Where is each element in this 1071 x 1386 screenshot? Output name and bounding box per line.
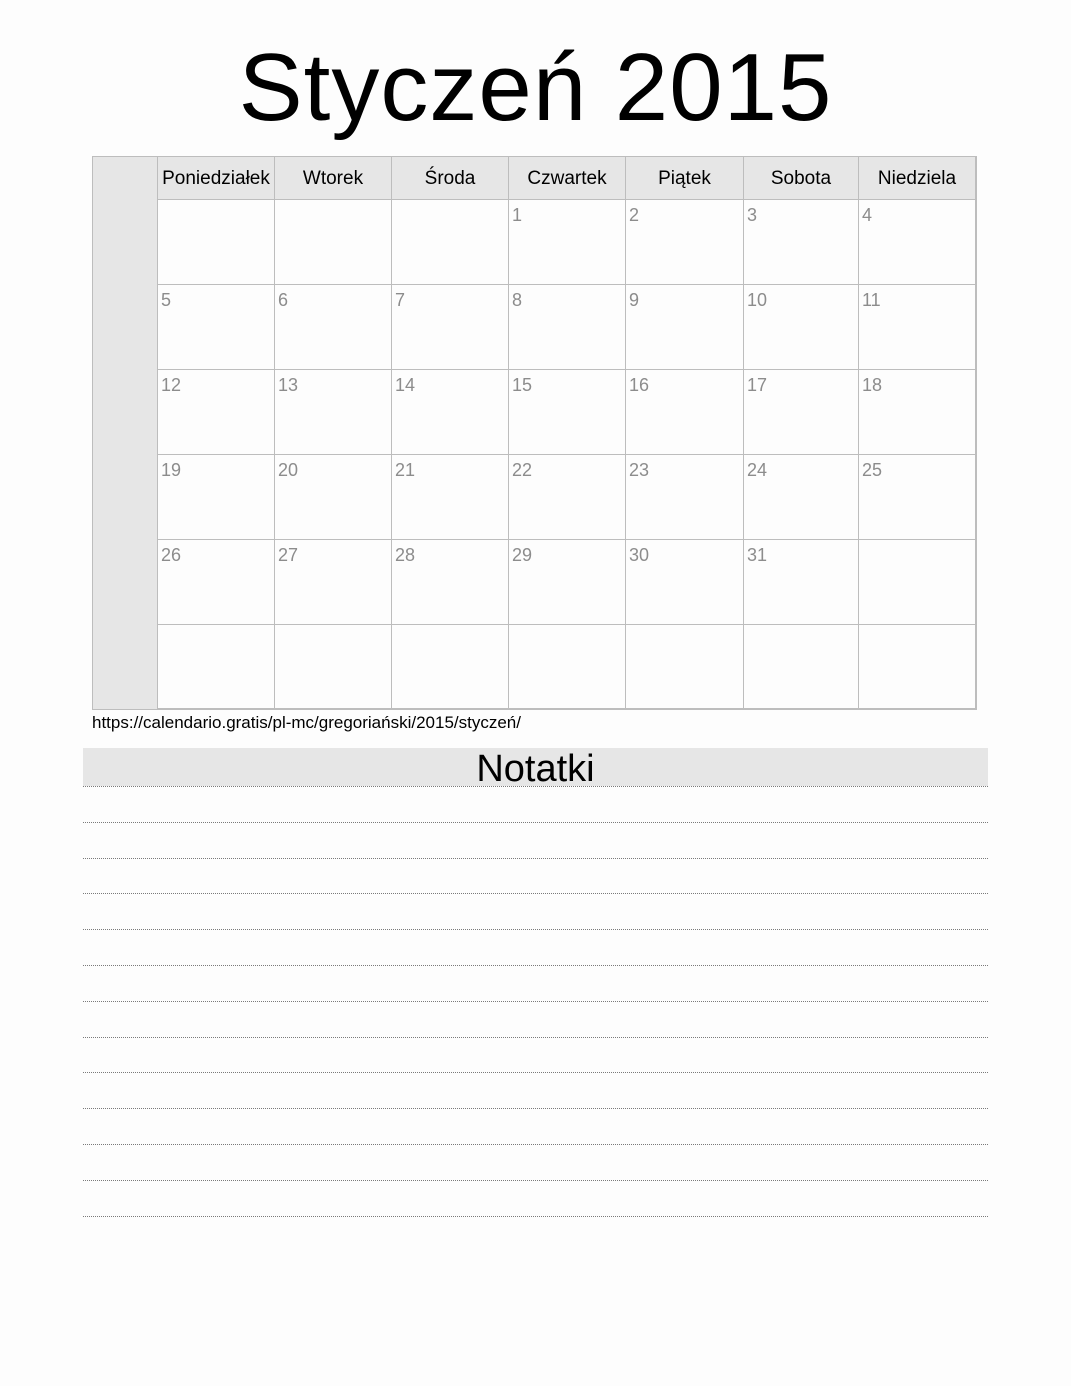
day-cell xyxy=(626,200,744,285)
note-line xyxy=(83,786,988,787)
day-number: 8 xyxy=(512,290,523,310)
day-number: 29 xyxy=(512,545,533,565)
day-number: 23 xyxy=(629,460,650,480)
day-cell xyxy=(275,455,392,540)
day-cell xyxy=(275,370,392,455)
note-line xyxy=(83,965,988,966)
day-cell xyxy=(859,625,976,709)
day-number: 11 xyxy=(862,290,881,310)
day-cell xyxy=(158,455,275,540)
weekday-header: Sobota xyxy=(744,157,859,200)
day-cell xyxy=(158,370,275,455)
day-cell xyxy=(859,455,976,540)
day-number: 17 xyxy=(747,375,768,395)
note-line xyxy=(83,893,988,894)
day-number: 14 xyxy=(395,375,416,395)
note-line xyxy=(83,858,988,859)
note-line xyxy=(83,1037,988,1038)
day-number: 30 xyxy=(629,545,650,565)
day-cell xyxy=(859,285,976,370)
day-cell xyxy=(509,540,626,625)
day-number: 25 xyxy=(862,460,883,480)
weekday-header: Poniedziałek xyxy=(158,157,275,200)
day-cell xyxy=(509,455,626,540)
day-number: 15 xyxy=(512,375,533,395)
day-number: 26 xyxy=(161,545,182,565)
day-cell xyxy=(859,540,976,625)
day-cell xyxy=(158,625,275,709)
weekday-header: Wtorek xyxy=(275,157,392,200)
day-cell xyxy=(509,285,626,370)
week-number-column xyxy=(93,157,158,709)
day-cell xyxy=(626,285,744,370)
day-number: 20 xyxy=(278,460,299,480)
day-number: 10 xyxy=(747,290,768,310)
day-number: 5 xyxy=(161,290,172,310)
day-cell xyxy=(744,370,859,455)
note-line xyxy=(83,1180,988,1181)
day-cell xyxy=(392,455,509,540)
day-cell xyxy=(744,455,859,540)
day-cell xyxy=(275,200,392,285)
month-calendar-grid xyxy=(92,156,977,710)
day-cell xyxy=(744,540,859,625)
note-line xyxy=(83,1108,988,1109)
day-cell xyxy=(744,285,859,370)
day-cell xyxy=(626,455,744,540)
source-url: https://calendario.gratis/pl-mc/gregoriański/2015/styczeń/ xyxy=(92,713,521,732)
day-number: 2 xyxy=(629,205,640,225)
weekday-header: Piątek xyxy=(626,157,744,200)
day-cell xyxy=(509,370,626,455)
day-cell xyxy=(859,370,976,455)
day-number: 9 xyxy=(629,290,640,310)
day-number: 24 xyxy=(747,460,768,480)
day-cell xyxy=(392,625,509,709)
day-number: 12 xyxy=(161,375,182,395)
day-number: 31 xyxy=(747,545,768,565)
day-cell xyxy=(509,200,626,285)
day-number: 3 xyxy=(747,205,758,225)
day-cell xyxy=(392,285,509,370)
day-cell xyxy=(744,625,859,709)
day-number: 27 xyxy=(278,545,299,565)
note-line xyxy=(83,1072,988,1073)
day-number: 7 xyxy=(395,290,406,310)
weekday-header: Niedziela xyxy=(859,157,976,200)
day-number: 1 xyxy=(512,205,523,225)
note-line xyxy=(83,1216,988,1217)
note-line xyxy=(83,822,988,823)
day-cell xyxy=(158,540,275,625)
day-cell xyxy=(626,370,744,455)
day-cell xyxy=(392,200,509,285)
day-number: 6 xyxy=(278,290,289,310)
day-number: 16 xyxy=(629,375,650,395)
day-number: 21 xyxy=(395,460,416,480)
day-cell xyxy=(275,625,392,709)
weekday-header: Środa xyxy=(392,157,509,200)
day-cell xyxy=(275,540,392,625)
note-line xyxy=(83,1001,988,1002)
page-title: Styczeń 2015 xyxy=(238,34,833,141)
day-cell xyxy=(626,625,744,709)
day-number: 22 xyxy=(512,460,533,480)
day-cell xyxy=(392,370,509,455)
note-line xyxy=(83,1144,988,1145)
day-cell xyxy=(744,200,859,285)
notes-header: Notatki xyxy=(83,748,988,786)
day-cell xyxy=(275,285,392,370)
day-number: 28 xyxy=(395,545,416,565)
day-cell xyxy=(626,540,744,625)
note-line xyxy=(83,929,988,930)
day-cell xyxy=(509,625,626,709)
day-cell xyxy=(859,200,976,285)
weekday-header: Czwartek xyxy=(509,157,626,200)
day-number: 19 xyxy=(161,460,182,480)
day-number: 13 xyxy=(278,375,299,395)
day-number: 4 xyxy=(862,205,873,225)
day-number: 18 xyxy=(862,375,883,395)
day-cell xyxy=(158,200,275,285)
day-cell xyxy=(158,285,275,370)
day-cell xyxy=(392,540,509,625)
